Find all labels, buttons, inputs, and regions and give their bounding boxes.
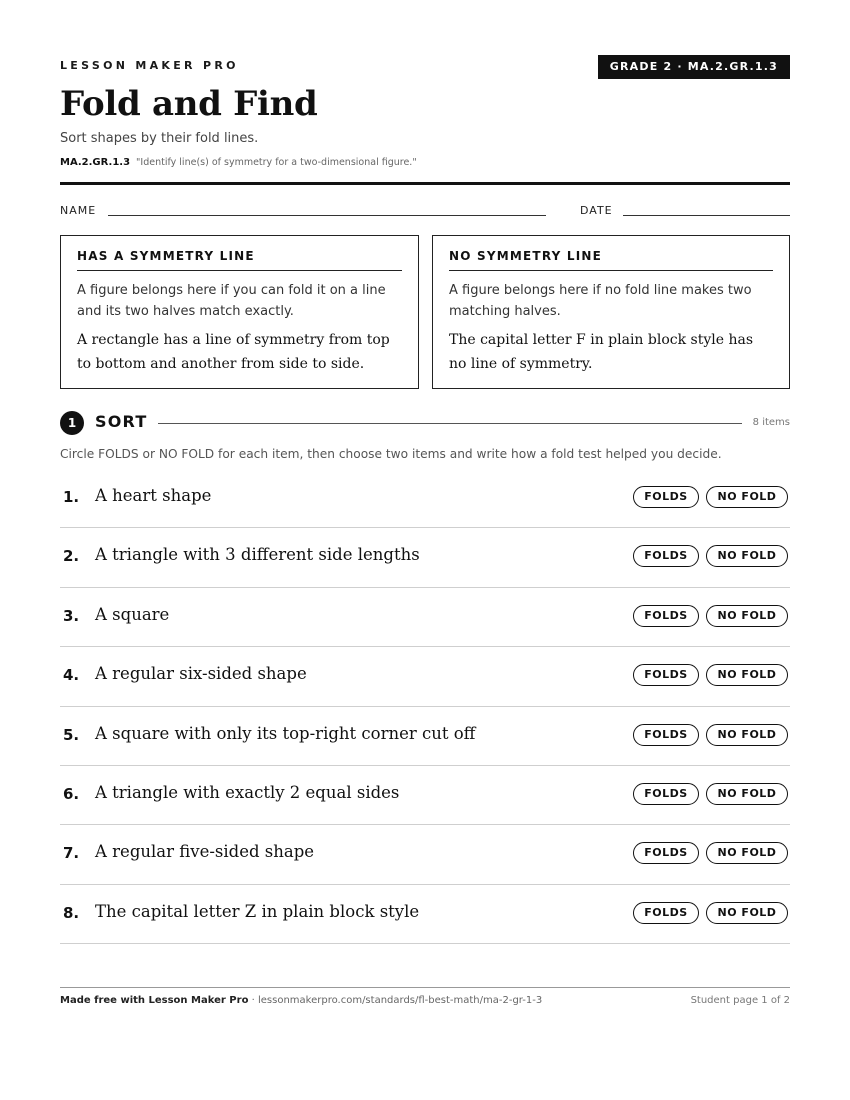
has-symmetry-description: A figure belongs here if you can fold it on a line and its two halves match exactly. (77, 283, 386, 319)
page-subtitle: Sort shapes by their fold lines. (60, 131, 259, 146)
sort-item (60, 825, 790, 884)
sort-item (60, 588, 790, 647)
sort-item (60, 647, 790, 706)
footer-page-number: Student page 1 of 2 (690, 995, 790, 1006)
footer-credit (60, 995, 542, 1006)
no-fold-choice[interactable]: NO FOLD (706, 545, 788, 567)
no-symmetry-title: NO SYMMETRY LINE (449, 249, 773, 271)
no-fold-choice[interactable]: NO FOLD (706, 605, 788, 627)
no-symmetry-example: The capital letter F in plain block style has no line of symmetry. (449, 332, 754, 372)
no-fold-choice[interactable]: NO FOLD (706, 783, 788, 805)
no-fold-choice[interactable]: NO FOLD (706, 842, 788, 864)
name-label: NAME (60, 204, 97, 217)
standard-code: MA.2.GR.1.3 (60, 157, 131, 168)
item-number: 7. (63, 844, 80, 863)
section-title: SORT (95, 412, 148, 431)
has-symmetry-title: HAS A SYMMETRY LINE (77, 249, 402, 271)
item-number: 5. (63, 725, 80, 744)
no-symmetry-description: A figure belongs here if no fold line makes two matching halves. (449, 283, 752, 319)
item-text: A heart shape (95, 486, 212, 505)
item-text: A square with only its top-right corner cut off (95, 723, 476, 743)
item-text: A regular five-sided shape (95, 842, 315, 862)
has-symmetry-example: A rectangle has a line of symmetry from top to bottom and another from side to side. (77, 332, 390, 372)
folds-choice[interactable]: FOLDS (633, 664, 699, 686)
no-fold-choice[interactable]: NO FOLD (706, 902, 788, 924)
item-number: 8. (63, 903, 80, 922)
item-text: A square (95, 604, 170, 624)
folds-choice[interactable]: FOLDS (633, 724, 699, 746)
item-text: A regular six-sided shape (95, 664, 307, 684)
sort-item (60, 707, 790, 766)
sort-item-list (60, 469, 790, 944)
brand-name: LESSON MAKER PRO (60, 59, 239, 72)
section-divider (158, 423, 742, 424)
no-fold-choice[interactable]: NO FOLD (706, 486, 788, 508)
section-header (60, 411, 790, 435)
name-field[interactable] (108, 215, 546, 216)
folds-choice[interactable]: FOLDS (633, 783, 699, 805)
folds-choice[interactable]: FOLDS (633, 842, 699, 864)
grade-badge: GRADE 2 · MA.2.GR.1.3 (598, 55, 790, 79)
no-fold-choice[interactable]: NO FOLD (706, 664, 788, 686)
item-number: 6. (63, 784, 80, 803)
section-item-count: 8 items (752, 417, 790, 428)
item-text: A triangle with exactly 2 equal sides (95, 782, 400, 802)
item-text: A triangle with 3 different side lengths (95, 545, 420, 565)
footer-divider (60, 987, 790, 988)
item-number: 3. (63, 606, 80, 625)
item-number: 4. (63, 666, 80, 685)
item-number: 1. (63, 488, 80, 506)
section-number-badge: 1 (60, 411, 84, 435)
item-text: The capital letter Z in plain block style (95, 901, 420, 921)
section-instructions: Circle FOLDS or NO FOLD for each item, then choose two items and write how a fold test helped you decide. (60, 447, 722, 461)
sort-item (60, 885, 790, 944)
no-symmetry-box (432, 235, 790, 389)
page-title: Fold and Find (60, 84, 318, 124)
date-label: DATE (580, 204, 613, 217)
sort-item (60, 766, 790, 825)
standard-reference (60, 157, 417, 168)
has-symmetry-box (60, 235, 419, 389)
sort-item (60, 528, 790, 587)
header-divider (60, 182, 790, 185)
folds-choice[interactable]: FOLDS (633, 486, 699, 508)
sort-item (60, 469, 790, 528)
standard-quote: "Identify line(s) of symmetry for a two-dimensional figure." (136, 157, 417, 168)
folds-choice[interactable]: FOLDS (633, 605, 699, 627)
item-number: 2. (63, 547, 80, 566)
folds-choice[interactable]: FOLDS (633, 902, 699, 924)
folds-choice[interactable]: FOLDS (633, 545, 699, 567)
date-field[interactable] (623, 215, 790, 216)
footer-made-with: Made free with Lesson Maker Pro (60, 995, 249, 1006)
no-fold-choice[interactable]: NO FOLD (706, 724, 788, 746)
footer-url[interactable]: · lessonmakerpro.com/standards/fl-best-math/ma-2-gr-1-3 (248, 995, 543, 1006)
worksheet-page (60, 0, 790, 1100)
